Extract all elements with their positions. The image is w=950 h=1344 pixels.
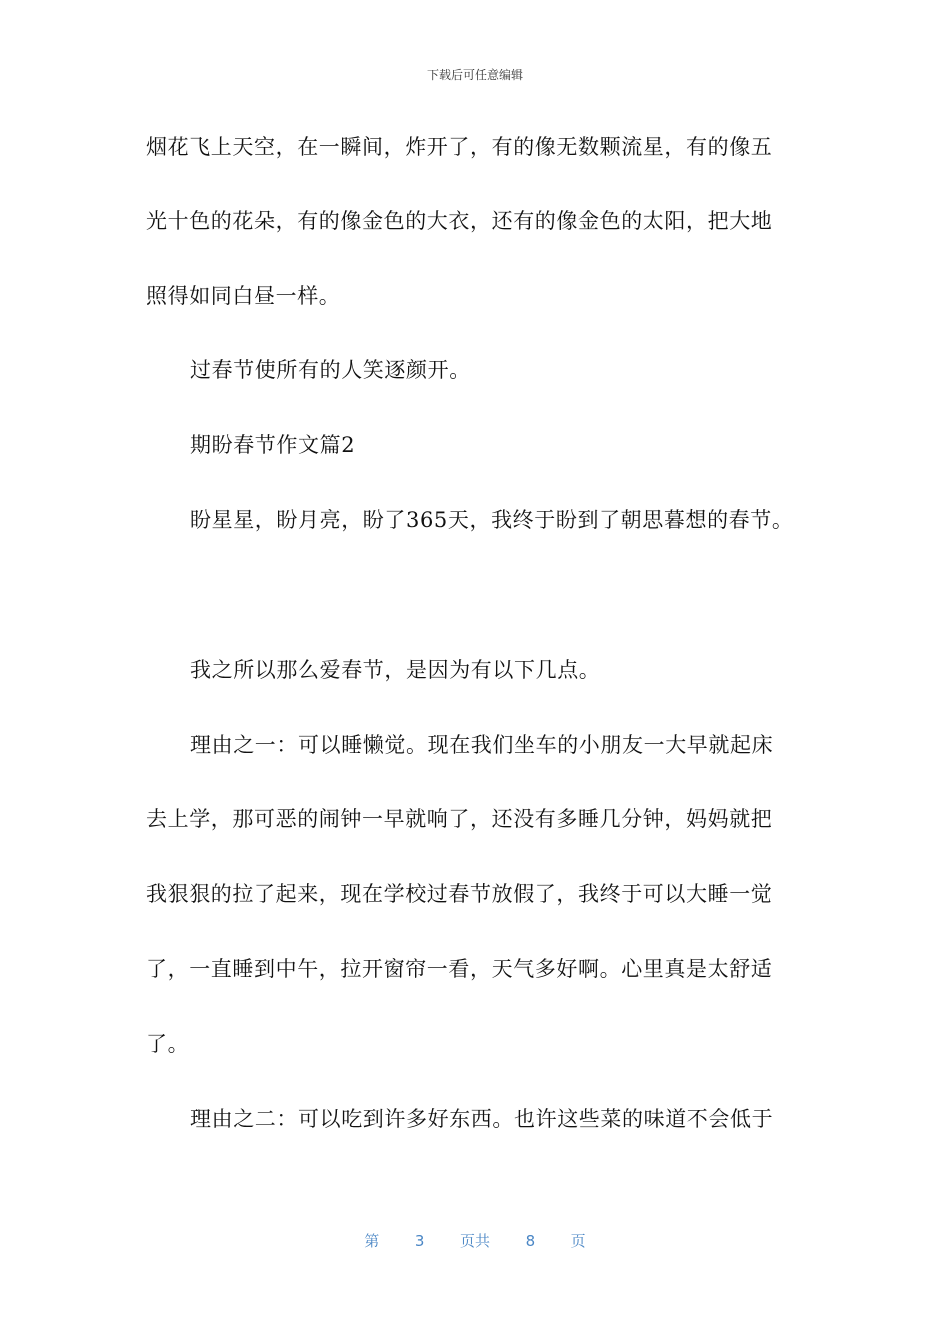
paragraph-line: 理由之一：可以睡懒觉。现在我们坐车的小朋友一大早就起床	[190, 733, 774, 757]
paragraph-line: 了。	[146, 1032, 190, 1056]
paragraph-line: 我之所以那么爱春节，是因为有以下几点。	[190, 658, 601, 682]
current-page-number: 3	[414, 1232, 425, 1250]
paragraph-line: 理由之二：可以吃到许多好东西。也许这些菜的味道不会低于	[190, 1107, 774, 1131]
paragraph-line: 去上学，那可恶的闹钟一早就响了，还没有多睡几分钟，妈妈就把	[146, 807, 773, 831]
paragraph-line: 光十色的花朵，有的像金色的大衣，还有的像金色的太阳，把大地	[146, 209, 773, 233]
footer-prefix: 第	[364, 1232, 380, 1250]
paragraph-line: 照得如同白昼一样。	[146, 284, 341, 308]
page-header: 下载后可任意编辑	[426, 68, 523, 82]
paragraph-line: 烟花飞上天空，在一瞬间，炸开了，有的像无数颗流星，有的像五	[146, 135, 773, 159]
footer-suffix: 页	[570, 1232, 586, 1250]
paragraph-line: 我狠狠的拉了起来，现在学校过春节放假了，我终于可以大睡一觉	[146, 882, 773, 906]
footer-mid: 页共	[459, 1232, 490, 1250]
page-number-footer	[0, 1230, 950, 1251]
paragraph-line: 过春节使所有的人笑逐颜开。	[190, 358, 471, 382]
total-page-number: 8	[525, 1232, 536, 1250]
paragraph-line: 盼星星，盼月亮，盼了365天，我终于盼到了朝思暮想的春节。	[190, 508, 794, 532]
section-heading: 期盼春节作文篇2	[190, 433, 356, 457]
paragraph-line: 了，一直睡到中午，拉开窗帘一看，天气多好啊。心里真是太舒适	[146, 957, 773, 981]
